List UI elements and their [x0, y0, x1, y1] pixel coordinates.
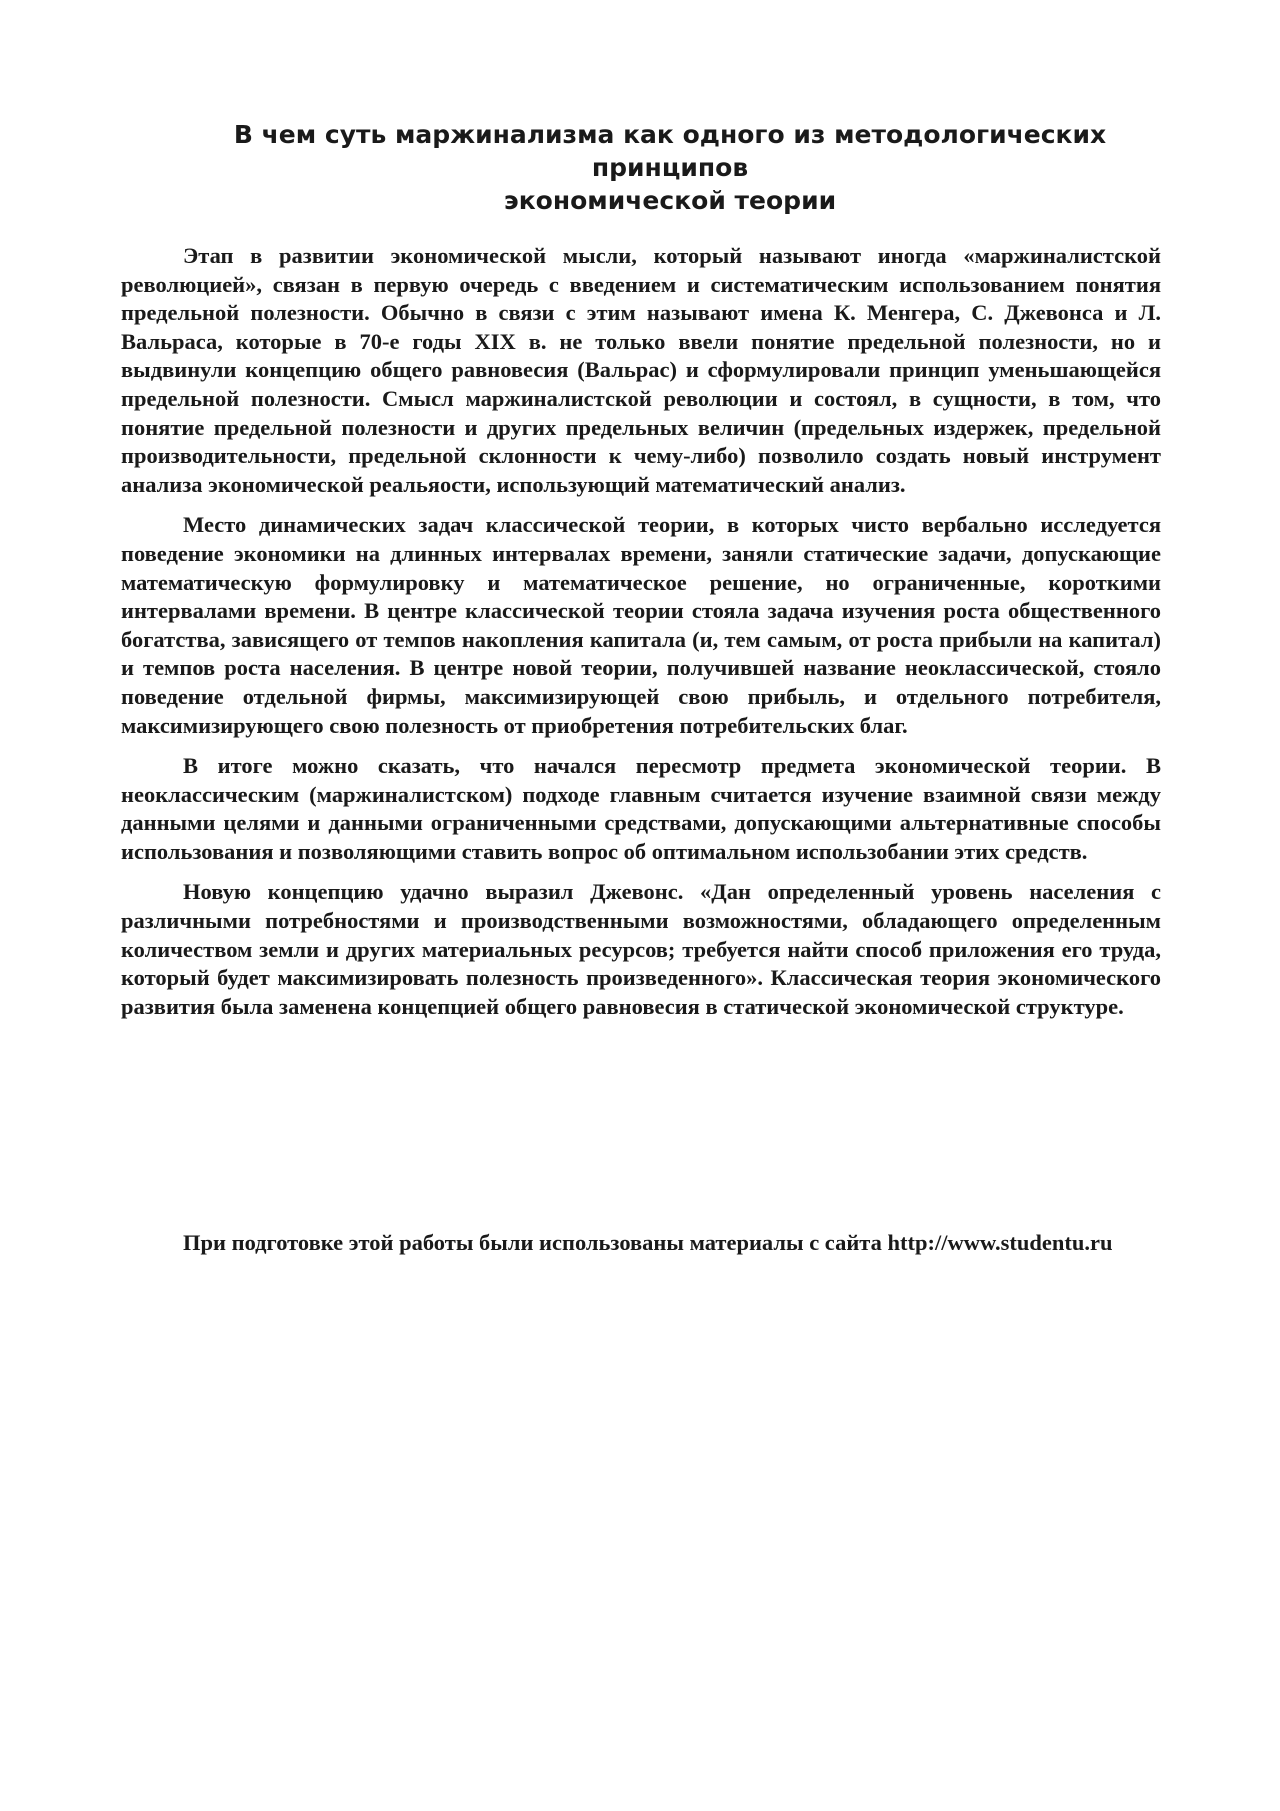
document-body	[121, 242, 1161, 1033]
paragraph: Этап в развитии экономической мысли, который называют иногда «маржиналистской революцией», связан в первую очередь с введением и систематическим использованием понятия предельной полезности. Обычно в связи с этим называют имена К. Менгера, С. Джевонса и Л. Вальраса, которые в 70-е годы XIX в. не только ввели понятие предельной полезности, но и выдвинули концепцию общего равновесия (Вальрас) и сформулировали принцип уменьшающейся предельной полезности. Смысл маржиналистской революции и состоял, в сущности, в том, что понятие предельной полезности и других предельных величин (предельных издержек, предельной производительности, предельной склонности к чему-либо) позволило создать новый инструмент анализа экономической реальяости, использующий математический анализ.	[121, 243, 1161, 497]
title-line-1: В чем суть маржинализма как одного из методологических принципов	[233, 120, 1107, 182]
paragraph: Новую концепцию удачно выразил Джевонс. «Дан определенный уровень населения с различными потребностями и производственными возможностями, обладающего определенным количеством земли и других материальных ресурсов; требуется найти способ приложения его труда, который будет максимизировать полезность произведенного». Классическая теория экономического развития была заменена концепцией общего равновесия в статической экономической структуре.	[121, 879, 1161, 1019]
source-note: При подготовке этой работы были использованы материалы с сайта http://www.studentu.ru	[183, 1230, 1113, 1255]
page-title	[180, 118, 1160, 217]
paragraph: Место динамических задач классической теории, в которых чисто вербально исследуется поведение экономики на длинных интервалах времени, заняли статические задачи, допускающие математическую формулировку и математическое решение, но ограниченные, короткими интервалами времени. В центре классической теории стояла задача изучения роста общественного богатства, зависящего от темпов накопления капитала (и, тем самым, от роста прибыли на капитал) и темпов роста населения. В центре новой теории, получившей название неоклассической, стояло поведение отдельной фирмы, максимизирующей свою прибыль, и отдельного потребителя, максимизирующего свою полезность от приобретения потребительских благ.	[121, 512, 1161, 738]
paragraph: В итоге можно сказать, что начался пересмотр предмета экономической теории. В неоклассическим (маржиналистском) подходе главным считается изучение взаимной связи между данными целями и данными ограниченными средствами, допускающими альтернативные способы использования и позволяющими ставить вопрос об оптимальном использобании этих средств.	[121, 753, 1161, 864]
title-line-2: экономической теории	[503, 186, 837, 215]
